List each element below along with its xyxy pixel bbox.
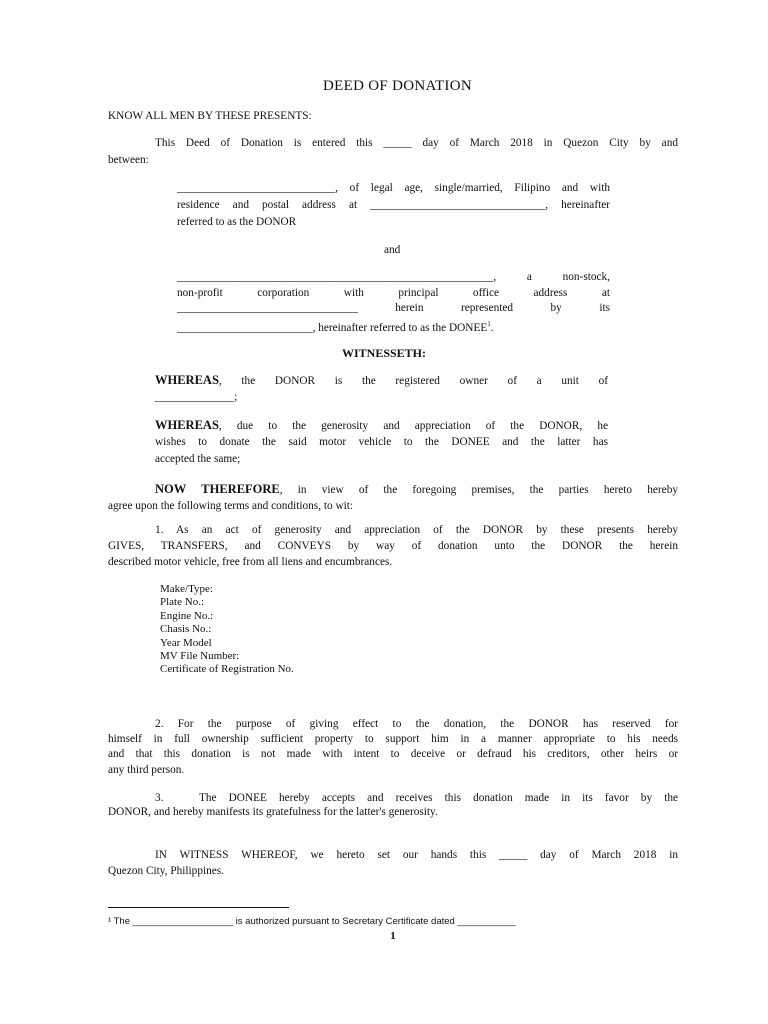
footnote-text: ¹ The ___________________ is authorized pursuant to Secretary Certificate dated ___________ bbox=[108, 916, 516, 927]
donor-line-3: referred to as the DONOR bbox=[177, 216, 297, 228]
vehicle-field-mv-file: MV File Number: bbox=[160, 650, 240, 663]
intro-line-2: between: bbox=[108, 154, 149, 166]
whereas-1-keyword: WHEREAS bbox=[155, 373, 219, 387]
item-2-line-1: 2. For the purpose of giving effect to the donation, the DONOR has reserved for bbox=[155, 718, 678, 730]
donor-line-1: ____________________________, of legal age, single/married, Filipino and with bbox=[177, 182, 610, 194]
footnote-separator bbox=[108, 907, 289, 908]
witness-whereof-line-2: Quezon City, Philippines. bbox=[108, 865, 224, 877]
item-1-line-3: described motor vehicle, free from all liens and encumbrances. bbox=[108, 556, 393, 568]
donee-line-3: ________________________________ herein represented by its bbox=[177, 302, 610, 314]
vehicle-field-year: Year Model bbox=[160, 636, 212, 649]
donee-line-4-text: ________________________, hereinafter referred to as the DONEE bbox=[177, 321, 488, 334]
whereas-2-keyword: WHEREAS bbox=[155, 418, 219, 432]
whereas-2-line-2: wishes to donate the said motor vehicle to the DONEE and the latter has bbox=[155, 436, 608, 448]
item-3-number: 3. bbox=[155, 792, 164, 804]
vehicle-field-registration: Certificate of Registration No. bbox=[160, 663, 294, 676]
now-therefore-text: , in view of the foregoing premises, the parties hereto hereby bbox=[279, 484, 678, 496]
whereas-2-text: , due to the generosity and appreciation of the DONOR, he bbox=[218, 420, 608, 432]
witnesseth-heading: WITNESSETH: bbox=[341, 346, 427, 360]
donor-line-2: residence and postal address at _______________________________, hereinafter bbox=[177, 199, 610, 211]
opening-line: KNOW ALL MEN BY THESE PRESENTS: bbox=[108, 110, 312, 122]
document-title: DEED OF DONATION bbox=[323, 78, 472, 94]
donee-line-4 bbox=[177, 316, 494, 337]
whereas-1-line-1 bbox=[155, 372, 608, 391]
whereas-1-text: , the DONOR is the registered owner of a unit of bbox=[218, 375, 608, 387]
donee-line-4-end: . bbox=[490, 321, 494, 334]
vehicle-field-plate: Plate No.: bbox=[160, 596, 204, 609]
now-therefore-line-2: agree upon the following terms and conditions, to wit: bbox=[108, 500, 354, 512]
whereas-2-line-1 bbox=[155, 417, 608, 436]
whereas-2-line-3: accepted the same; bbox=[155, 453, 241, 465]
and-separator: and bbox=[384, 244, 401, 256]
vehicle-field-engine: Engine No.: bbox=[160, 609, 214, 622]
whereas-1-line-2: ______________; bbox=[155, 391, 238, 403]
item-3-line-1: The DONEE hereby accepts and receives this donation made in its favor by the bbox=[199, 792, 678, 804]
now-therefore-keyword: NOW THEREFORE bbox=[155, 482, 280, 496]
item-2-line-4: any third person. bbox=[108, 764, 185, 776]
witness-whereof-line-1: IN WITNESS WHEREOF, we hereto set our hands this _____ day of March 2018 in bbox=[155, 849, 678, 861]
donee-line-2: non-profit corporation with principal office address at bbox=[177, 287, 610, 299]
now-therefore-line-1 bbox=[155, 481, 678, 500]
vehicle-field-chasis: Chasis No.: bbox=[160, 623, 212, 636]
item-1-line-1: 1. As an act of generosity and appreciation of the DONOR by these presents hereby bbox=[155, 524, 678, 536]
item-2-line-3: and that this donation is not made with intent to deceive or defraud his creditors, other heirs or bbox=[108, 748, 678, 760]
page-number: 1 bbox=[390, 930, 396, 942]
footnote-marker: 1 bbox=[487, 320, 491, 328]
vehicle-details-list bbox=[160, 583, 294, 677]
item-3-line-2: DONOR, and hereby manifests its gratefulness for the latter's generosity. bbox=[108, 806, 438, 818]
item-2-line-2: himself in full ownership sufficient property to support him in a manner appropriate to his needs bbox=[108, 733, 678, 745]
vehicle-field-make: Make/Type: bbox=[160, 583, 213, 595]
donee-line-1: ________________________________________________________, a non-stock, bbox=[177, 271, 610, 283]
intro-line-1: This Deed of Donation is entered this _____ day of March 2018 in Quezon City by and bbox=[155, 137, 678, 149]
item-1-line-2: GIVES, TRANSFERS, and CONVEYS by way of donation unto the DONOR the herein bbox=[108, 540, 678, 552]
